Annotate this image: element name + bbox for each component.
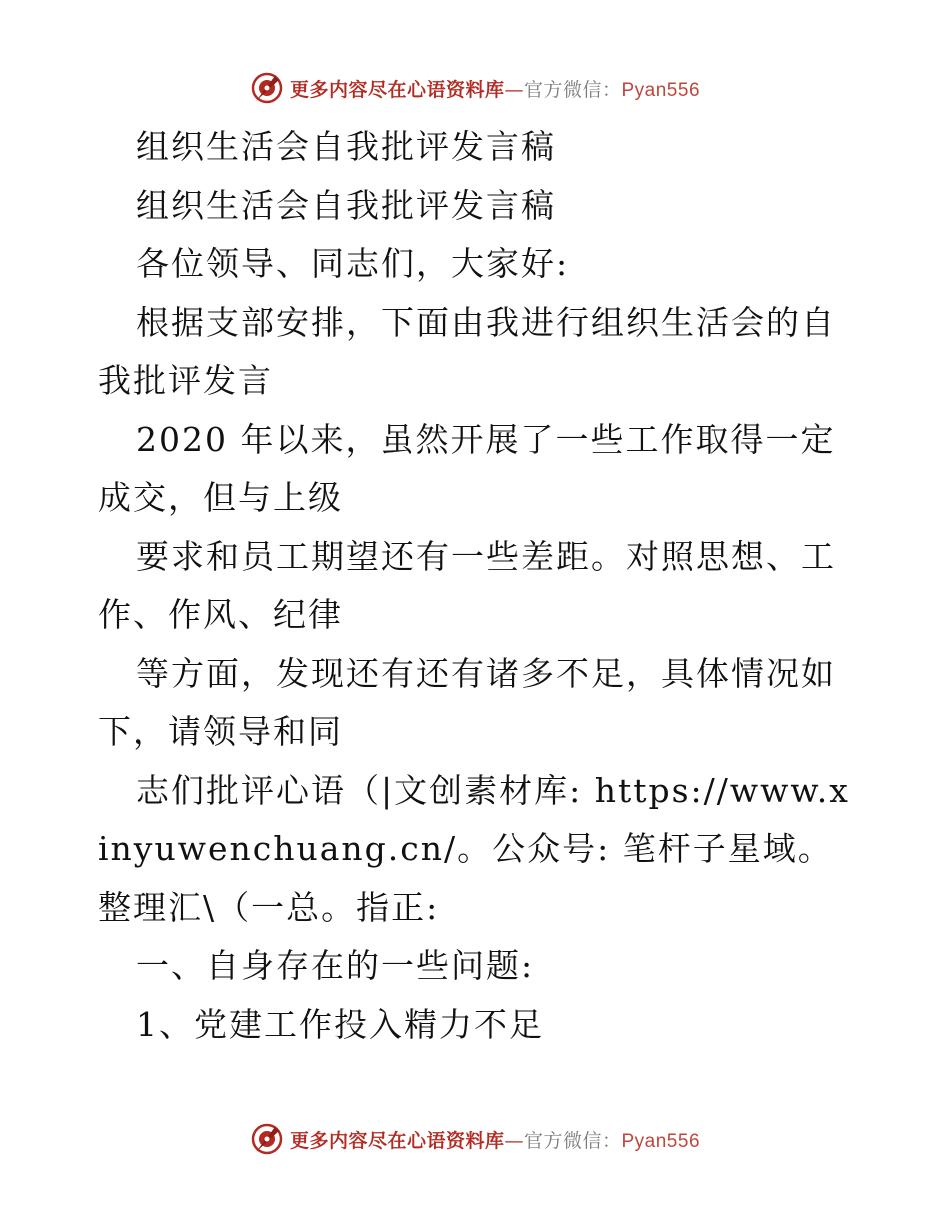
doc-paragraph: 等方面，发现还有还有诸多不足，具体情况如下，请领导和同 — [98, 653, 836, 751]
doc-paragraph-url: 志们批评心语（|文创素材库: https://www.xinyuwenchuang.cn/。公众号: 笔杆子星域。整理汇\（一总。指正: — [98, 770, 850, 927]
footer-watermark-inner — [250, 1122, 700, 1156]
header-watermark-main: 更多内容尽在心语资料库 — [289, 78, 505, 101]
quill-logo-icon — [250, 71, 284, 105]
footer-watermark-id: Pyan556 — [621, 1130, 701, 1152]
doc-paragraph: 2020 年以来，虽然开展了一些工作取得一定成交，但与上级 — [98, 419, 836, 517]
doc-title-repeat: 组织生活会自我批评发言稿 — [136, 185, 556, 225]
doc-section-heading: 一、自身存在的一些问题: — [136, 946, 535, 985]
footer-watermark-dash: — — [504, 1129, 524, 1152]
header-watermark-inner — [250, 71, 700, 105]
header-watermark-id: Pyan556 — [621, 79, 701, 101]
footer-watermark-main: 更多内容尽在心语资料库 — [289, 1129, 505, 1152]
header-watermark-banner — [0, 68, 950, 108]
header-watermark-text — [290, 75, 700, 102]
doc-title: 组织生活会自我批评发言稿 — [136, 127, 556, 166]
footer-watermark-text — [290, 1126, 700, 1153]
doc-paragraph: 根据支部安排，下面由我进行组织生活会的自我批评发言 — [98, 302, 836, 400]
document-body — [98, 118, 858, 1054]
doc-subheading: 1、党建工作投入精力不足 — [136, 1004, 544, 1044]
footer-watermark-official: 官方微信： — [523, 1129, 622, 1152]
footer-watermark-banner — [0, 1119, 950, 1159]
doc-greeting: 各位领导、同志们，大家好: — [136, 244, 570, 283]
quill-logo-icon — [250, 1122, 284, 1156]
header-watermark-official: 官方微信： — [523, 78, 622, 101]
header-watermark-dash: — — [504, 78, 524, 101]
doc-paragraph: 要求和员工期望还有一些差距。对照思想、工作、作风、纪律 — [98, 536, 836, 634]
